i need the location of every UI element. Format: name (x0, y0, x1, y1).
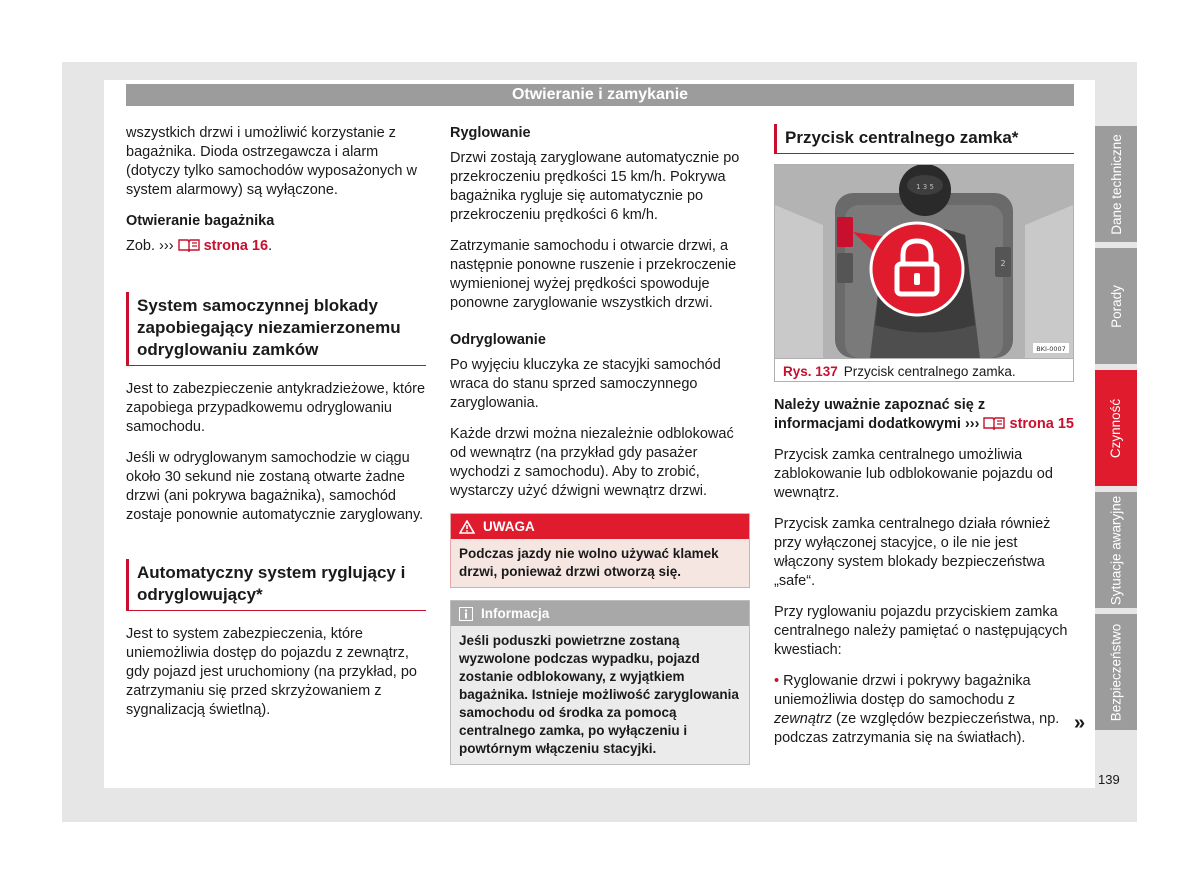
tab-label: Czynność (1108, 398, 1124, 458)
figure-caption (775, 358, 1073, 384)
tab-advice[interactable] (1095, 248, 1137, 364)
warning-title: UWAGA (483, 519, 535, 534)
side-tabs (1095, 126, 1137, 736)
paragraph: Jest to zabezpieczenie antykradzieżowe, które zapobiega przypadkowemu odryglowaniu samochodu. (126, 381, 426, 435)
paragraph: wszystkich drzwi i umożliwić korzystanie z bagażnika. Dioda ostrzegawcza i alarm (dotyczy tylko samochodów wyposażonych w system alarmowy) są wyłączone. (126, 125, 417, 198)
bullet-text-end: (ze względów bezpieczeństwa, np. podczas zatrzymania się na światłach). (774, 711, 1060, 746)
info-header (451, 601, 749, 626)
book-reference-icon (983, 416, 1005, 430)
tab-label: Sytuacje awaryjne (1108, 495, 1124, 605)
figure-illustration (775, 165, 1073, 358)
see-prefix: Zob. ››› (126, 238, 174, 254)
info-title: Informacja (481, 606, 550, 621)
subheading-trunk-opening: Otwieranie bagażnika (126, 213, 275, 229)
warning-text: Podczas jazdy nie wolno używać klamek drzwi, ponieważ drzwi otworzą się. (451, 539, 749, 587)
tab-label: Porady (1108, 284, 1124, 328)
page-link-15[interactable]: strona 15 (1009, 416, 1074, 432)
warning-triangle-icon (459, 520, 475, 534)
paragraph: Przy ryglowaniu pojazdu przyciskiem zamka centralnego należy pamiętać o następujących kwestiach: (774, 604, 1068, 658)
paragraph: Każde drzwi można niezależnie odblokować od wewnątrz (na przykład gdy pasażer wychodzi z samochodu). Aby to zrobić, wystarczy użyć dźwigni wewnątrz drzwi. (450, 426, 734, 499)
tab-technical-data[interactable] (1095, 126, 1137, 242)
figure-central-lock (774, 164, 1074, 382)
paragraph: Przycisk zamka centralnego umożliwia zablokowanie lub odblokowanie pojazdu od wewnątrz. (774, 447, 1053, 501)
bullet-italic: zewnątrz (774, 711, 833, 727)
paragraph: Drzwi zostają zaryglowane automatycznie po przekroczeniu prędkości 15 km/h. Pokrywa bagażnika rygluje się automatycznie po przekroczeniu prędkości 6 km/h. (450, 150, 740, 223)
paragraph: Jest to system zabezpieczenia, które uniemożliwia dostęp do pojazdu z zewnątrz, gdy pojazd jest uruchomiony (na przykład, po zatrzymaniu się przed skrzyżowaniem z sygnalizacją świetlną). (126, 626, 417, 718)
tab-label: Bezpieczeństwo (1108, 623, 1124, 721)
column-1 (126, 124, 426, 732)
info-icon (459, 607, 473, 621)
svg-text:2: 2 (1000, 259, 1006, 268)
warning-box (450, 513, 750, 588)
tab-operation[interactable] (1095, 370, 1137, 486)
figure-caption-text: Przycisk centralnego zamka. (843, 364, 1016, 379)
see-suffix: . (268, 238, 273, 254)
bullet-item (774, 672, 1074, 748)
note-text: Należy uważnie zapoznać się z informacjami dodatkowymi ››› (774, 397, 986, 432)
column-3 (774, 124, 1074, 760)
figure-number: Rys. 137 (783, 364, 838, 379)
paragraph: Po wyjęciu kluczyka ze stacyjki samochód wraca do stanu sprzed samoczynnego zaryglowania. (450, 357, 721, 411)
additional-info-note (774, 396, 1074, 434)
tab-emergencies[interactable] (1095, 492, 1137, 608)
paragraph: Przycisk zamka centralnego działa również przy wyłączonej stacyjce, o ile nie jest włączony system blokady bezpieczeństwa „safe“. (774, 516, 1051, 589)
paragraph: Jeśli w odryglowanym samochodzie w ciągu około 30 sekund nie zostaną otwarte żadne drzwi (ani pokrywa bagażnika), samochód zostaje ponownie automatycznie zaryglowany. (126, 450, 424, 523)
tab-label: Dane techniczne (1108, 133, 1124, 235)
subheading-locking: Ryglowanie (450, 125, 531, 141)
tab-safety[interactable] (1095, 614, 1137, 730)
warning-header (451, 514, 749, 539)
info-text: Jeśli poduszki powietrzne zostaną wyzwolone podczas wypadku, pojazd zostanie odblokowany, z wyjątkiem bagażnika. Istnieje możliwość zaryglowania samochodu od środka za pomocą centralnego zamka, po wyłączeniu i powtórnym włączeniu stacyjki. (451, 626, 749, 764)
continue-arrow-icon: » (1074, 712, 1086, 734)
section-heading-auto-lock: System samoczynnej blokady zapobiegający niezamierzonemu odryglowaniu zamków (126, 292, 426, 366)
page-link-16[interactable]: strona 16 (203, 238, 269, 254)
info-box (450, 600, 750, 765)
bullet-dot-icon: • (774, 673, 780, 689)
column-2 (450, 124, 750, 765)
bullet-text: Ryglowanie drzwi i pokrywy bagażnika uniemożliwia dostęp do samochodu z (774, 673, 1031, 708)
subheading-unlocking: Odryglowanie (450, 332, 546, 348)
page-header: Otwieranie i zamykanie (126, 84, 1074, 106)
figure-code: BKI-0007 (1036, 345, 1066, 353)
book-reference-icon (178, 238, 200, 252)
paragraph: Zatrzymanie samochodu i otwarcie drzwi, a następnie ponowne ruszenie i przekroczenie wymienionej wyżej prędkości spowoduje ponowne zaryglowanie wszystkich drzwi. (450, 238, 737, 311)
svg-text:1 3 5: 1 3 5 (916, 183, 934, 191)
see-reference (126, 237, 426, 256)
section-heading-central-lock-button: Przycisk centralnego zamka* (774, 124, 1074, 154)
section-heading-auto-locking-system: Automatyczny system ryglujący i odryglowujący* (126, 559, 426, 611)
page-number: 139 (1098, 772, 1120, 787)
